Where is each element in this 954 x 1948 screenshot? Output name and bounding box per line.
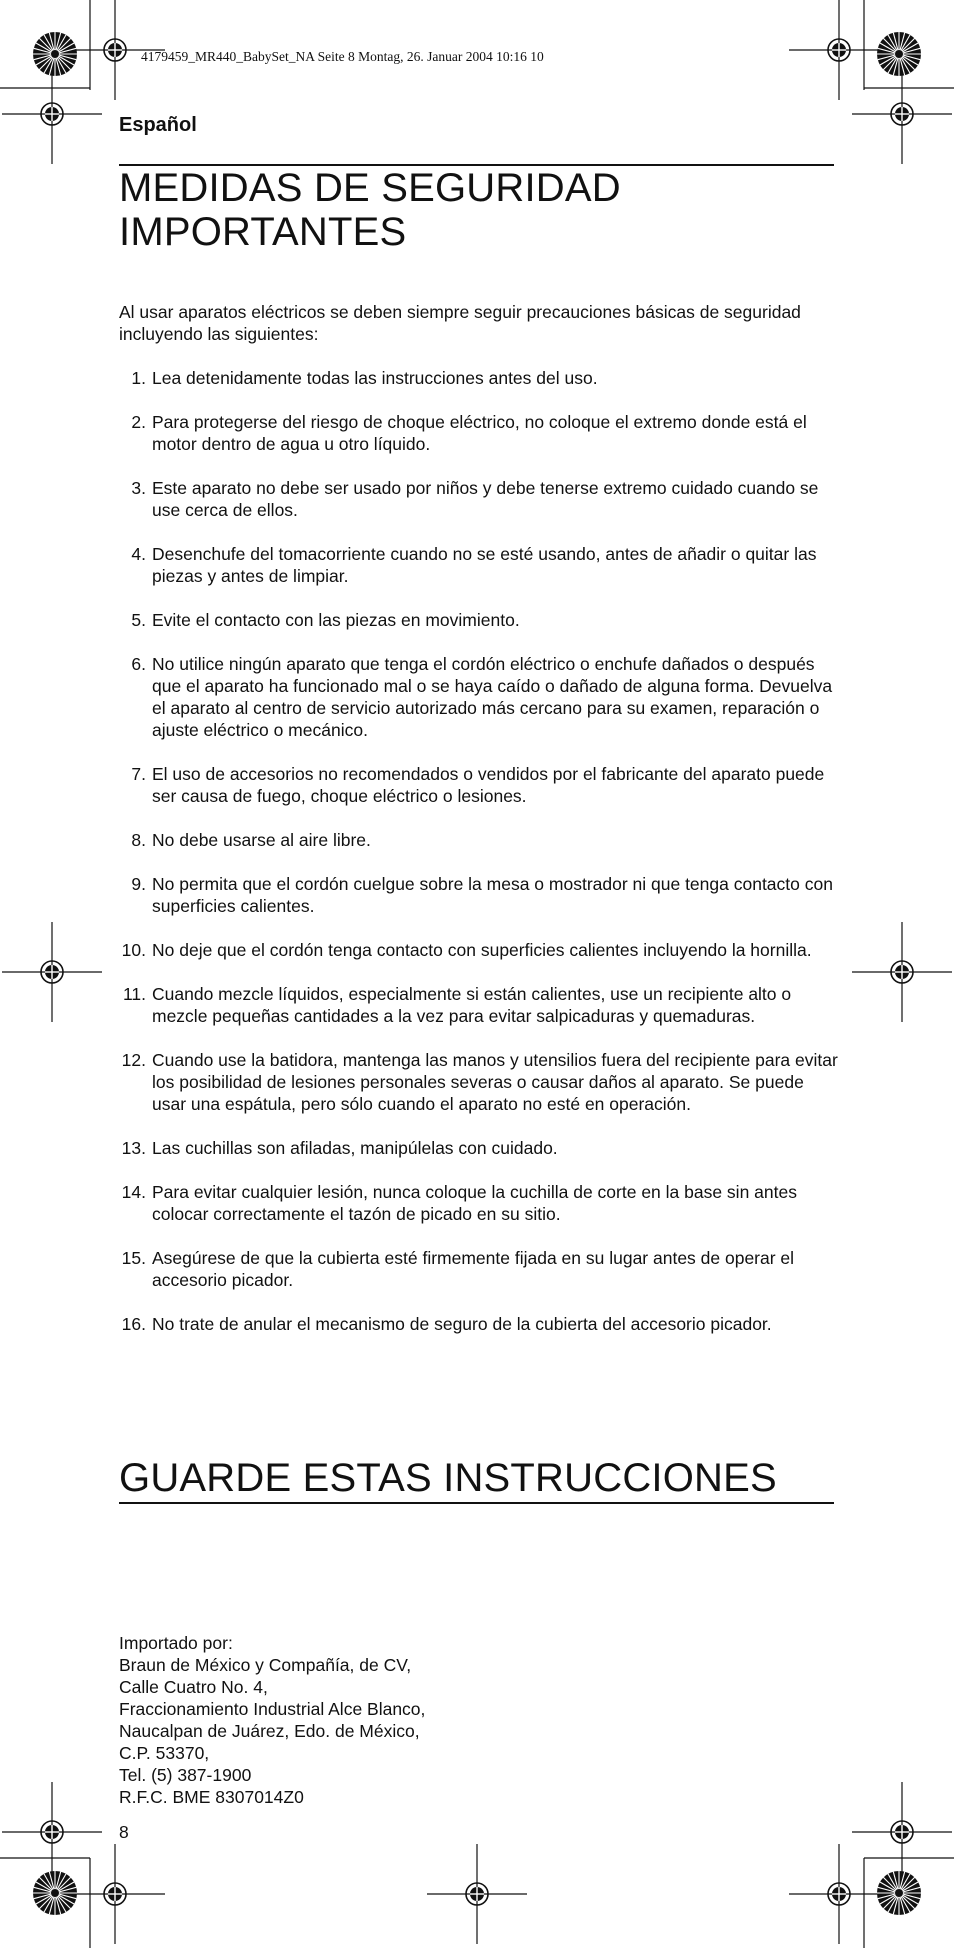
item-number: 8. — [131, 830, 146, 850]
item-number: 13. — [121, 1138, 146, 1158]
importer-line: Tel. (5) 387-1900 — [119, 1765, 252, 1785]
print-header: 4179459_MR440_BabySet_NA Seite 8 Montag, 26. Januar 2004 10:16 10 — [141, 49, 544, 64]
page-number: 8 — [119, 1822, 129, 1842]
page-title-line: MEDIDAS DE SEGURIDAD — [119, 166, 621, 210]
importer-line: R.F.C. BME 8307014Z0 — [119, 1787, 304, 1807]
closing-title: GUARDE ESTAS INSTRUCCIONES — [119, 1456, 777, 1500]
item-text: No deje que el cordón tenga contacto con superficies calientes incluyendo la hornilla. — [152, 940, 812, 960]
item-text: Las cuchillas son afiladas, manipúlelas con cuidado. — [152, 1138, 558, 1158]
page-title-line: IMPORTANTES — [119, 210, 407, 254]
item-text: Evite el contacto con las piezas en movimiento. — [152, 610, 520, 630]
item-number: 11. — [122, 984, 146, 1004]
importer-line: Braun de México y Compañía, de CV, — [119, 1655, 412, 1675]
item-number: 5. — [131, 610, 146, 630]
item-text: No permita que el cordón cuelgue sobre la mesa o mostrador ni que tenga contacto con superficies calientes. — [152, 874, 833, 916]
item-text: No debe usarse al aire libre. — [152, 830, 371, 850]
item-text: No trate de anular el mecanismo de seguro de la cubierta del accesorio picador. — [152, 1314, 772, 1334]
item-text: El uso de accesorios no recomendados o vendidos por el fabricante del aparato puede ser causa de fuego, choque eléctrico o lesiones. — [152, 764, 825, 806]
item-number: 7. — [131, 764, 146, 784]
item-number: 3. — [131, 478, 146, 498]
item-number: 9. — [131, 874, 146, 894]
intro-paragraph: Al usar aparatos eléctricos se deben siempre seguir precauciones básicas de seguridad incluyendo las siguientes: — [119, 302, 801, 344]
importer-line: C.P. 53370, — [119, 1743, 210, 1763]
item-number: 16. — [121, 1314, 146, 1334]
importer-line: Calle Cuatro No. 4, — [119, 1677, 268, 1697]
item-text: No utilice ningún aparato que tenga el cordón eléctrico o enchufe dañados o después que el aparato ha funcionado mal o se haya caído o dañado de alguna forma. Devuelva el aparato al centro de servicio autorizado más cercano para su examen, reparación o ajuste eléctrico o mecánico. — [152, 654, 833, 740]
item-number: 1. — [131, 368, 146, 388]
language-label: Español — [119, 114, 197, 136]
item-text: Para protegerse del riesgo de choque eléctrico, no coloque el extremo donde está el motor dentro de agua u otro líquido. — [152, 412, 807, 454]
item-text: Desenchufe del tomacorriente cuando no se esté usando, antes de añadir o quitar las piezas y antes de limpiar. — [152, 544, 817, 586]
item-number: 2. — [131, 412, 146, 432]
importer-line: Naucalpan de Juárez, Edo. de México, — [119, 1721, 420, 1741]
item-number: 4. — [131, 544, 146, 564]
item-number: 10. — [121, 940, 146, 960]
item-number: 6. — [131, 654, 146, 674]
item-text: Este aparato no debe ser usado por niños y debe tenerse extremo cuidado cuando se use cerca de ellos. — [152, 478, 819, 520]
importer-line: Importado por: — [119, 1633, 233, 1653]
item-text: Para evitar cualquier lesión, nunca coloque la cuchilla de corte en la base sin antes colocar correctamente el tazón de picado en su sitio. — [152, 1182, 797, 1224]
item-text: Cuando mezcle líquidos, especialmente si están calientes, use un recipiente alto o mezcle pequeñas cantidades a la vez para evitar salpicaduras y quemaduras. — [152, 984, 792, 1026]
importer-line: Fraccionamiento Industrial Alce Blanco, — [119, 1699, 426, 1719]
item-number: 12. — [121, 1050, 146, 1070]
item-text: Lea detenidamente todas las instrucciones antes del uso. — [152, 368, 598, 388]
item-number: 14. — [121, 1182, 146, 1202]
item-text: Cuando use la batidora, mantenga las manos y utensilios fuera del recipiente para evitar los posibilidad de lesiones personales severas o causar daños al aparato. Se puede usar una espátula, pero sólo cuando el aparato no esté en operación. — [152, 1050, 838, 1114]
item-number: 15. — [121, 1248, 146, 1268]
item-text: Asegúrese de que la cubierta esté firmemente fijada en su lugar antes de operar el accesorio picador. — [152, 1248, 795, 1290]
